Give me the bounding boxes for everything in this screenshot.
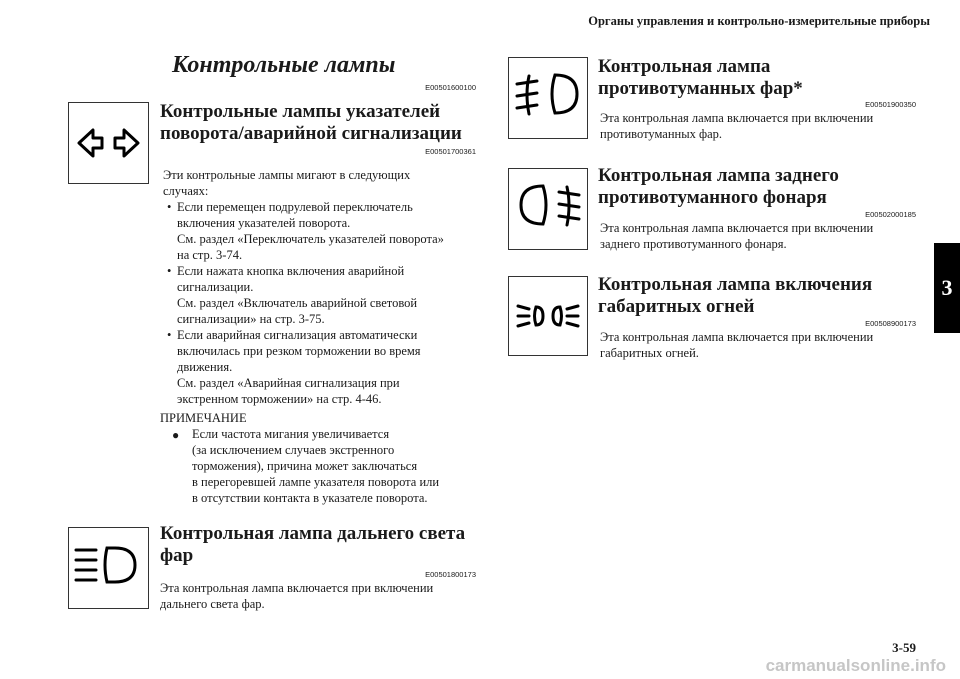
rear-fog-lamp-icon [508,168,588,250]
chapter-tab: 3 [934,243,960,333]
section-title: Контрольные лампы [172,52,396,78]
front-fog-code: E00501900350 [865,100,916,109]
turn-signal-body: Эти контрольные лампы мигают в следующих случаях: • Если перемещен подрулевой переключатель включения указателей поворота. См. раздел «Переключатель указателей поворота» на стр. 3-74. • Если нажата кнопка включения аварийной сигнализации. См. раздел «Включатель аварийной световой сигнализации» на стр. 3-75. • Если аварийная сигнализация автоматически включилась при резком торможении во время движения. См. раздел «Аварийная сигнализация при экстренном торможении» на стр. 4-46. [163,167,483,407]
position-lamp-body: Эта контрольная лампа включается при включении габаритных огней. [600,330,874,360]
high-beam-icon [68,527,149,609]
list-item: • Если перемещен подрулевой переключатель включения указателей поворота. См. раздел «Переключатель указателей поворота» на стр. 3-74. [163,199,483,263]
list-item: • Если аварийная сигнализация автоматически включилась при резком торможении во время движения. См. раздел «Аварийная сигнализация при экстренном торможении» на стр. 4-46. [163,327,483,407]
turn-signal-arrows-icon [68,102,149,184]
high-beam-code: E00501800173 [425,570,476,579]
turn-signal-code: E00501700361 [425,147,476,156]
position-lamp-title: Контрольная лампа включения габаритных огней [598,274,873,317]
front-fog-lamp-icon [508,57,588,139]
note-block [160,410,480,506]
rear-fog-code: E00502000185 [865,210,916,219]
running-head: Органы управления и контрольно-измерительные приборы [588,14,930,28]
note-item: ● Если частота мигания увеличивается (за исключением случаев экстренного торможения), причина может заключаться в перегоревшей лампе указателя поворота или в отсутствии контакта в указателе поворота. [172,427,440,505]
section-code: E00501600100 [425,83,476,92]
front-fog-title: Контрольная лампа противотуманных фар* [598,56,803,99]
rear-fog-title: Контрольная лампа заднего противотуманного фонаря [598,165,839,208]
position-lamp-icon [508,276,588,356]
turn-signal-title: Контрольные лампы указателей поворота/аварийной сигнализации [160,101,462,144]
list-item: • Если нажата кнопка включения аварийной сигнализации. См. раздел «Включатель аварийной световой сигнализации» на стр. 3-75. [163,263,483,327]
bullet-dot: ● [172,428,180,442]
rear-fog-body: Эта контрольная лампа включается при включении заднего противотуманного фонаря. [600,221,874,251]
watermark: carmanualsonline.info [765,656,946,675]
high-beam-body: Эта контрольная лампа включается при включении дальнего света фар. [160,581,434,611]
high-beam-title: Контрольная лампа дальнего света фар [160,523,466,566]
page-number: 3-59 [892,640,916,655]
note-label: ПРИМЕЧАНИЕ [160,411,247,425]
front-fog-body: Эта контрольная лампа включается при включении противотуманных фар. [600,111,874,141]
position-lamp-code: E00508900173 [865,319,916,328]
